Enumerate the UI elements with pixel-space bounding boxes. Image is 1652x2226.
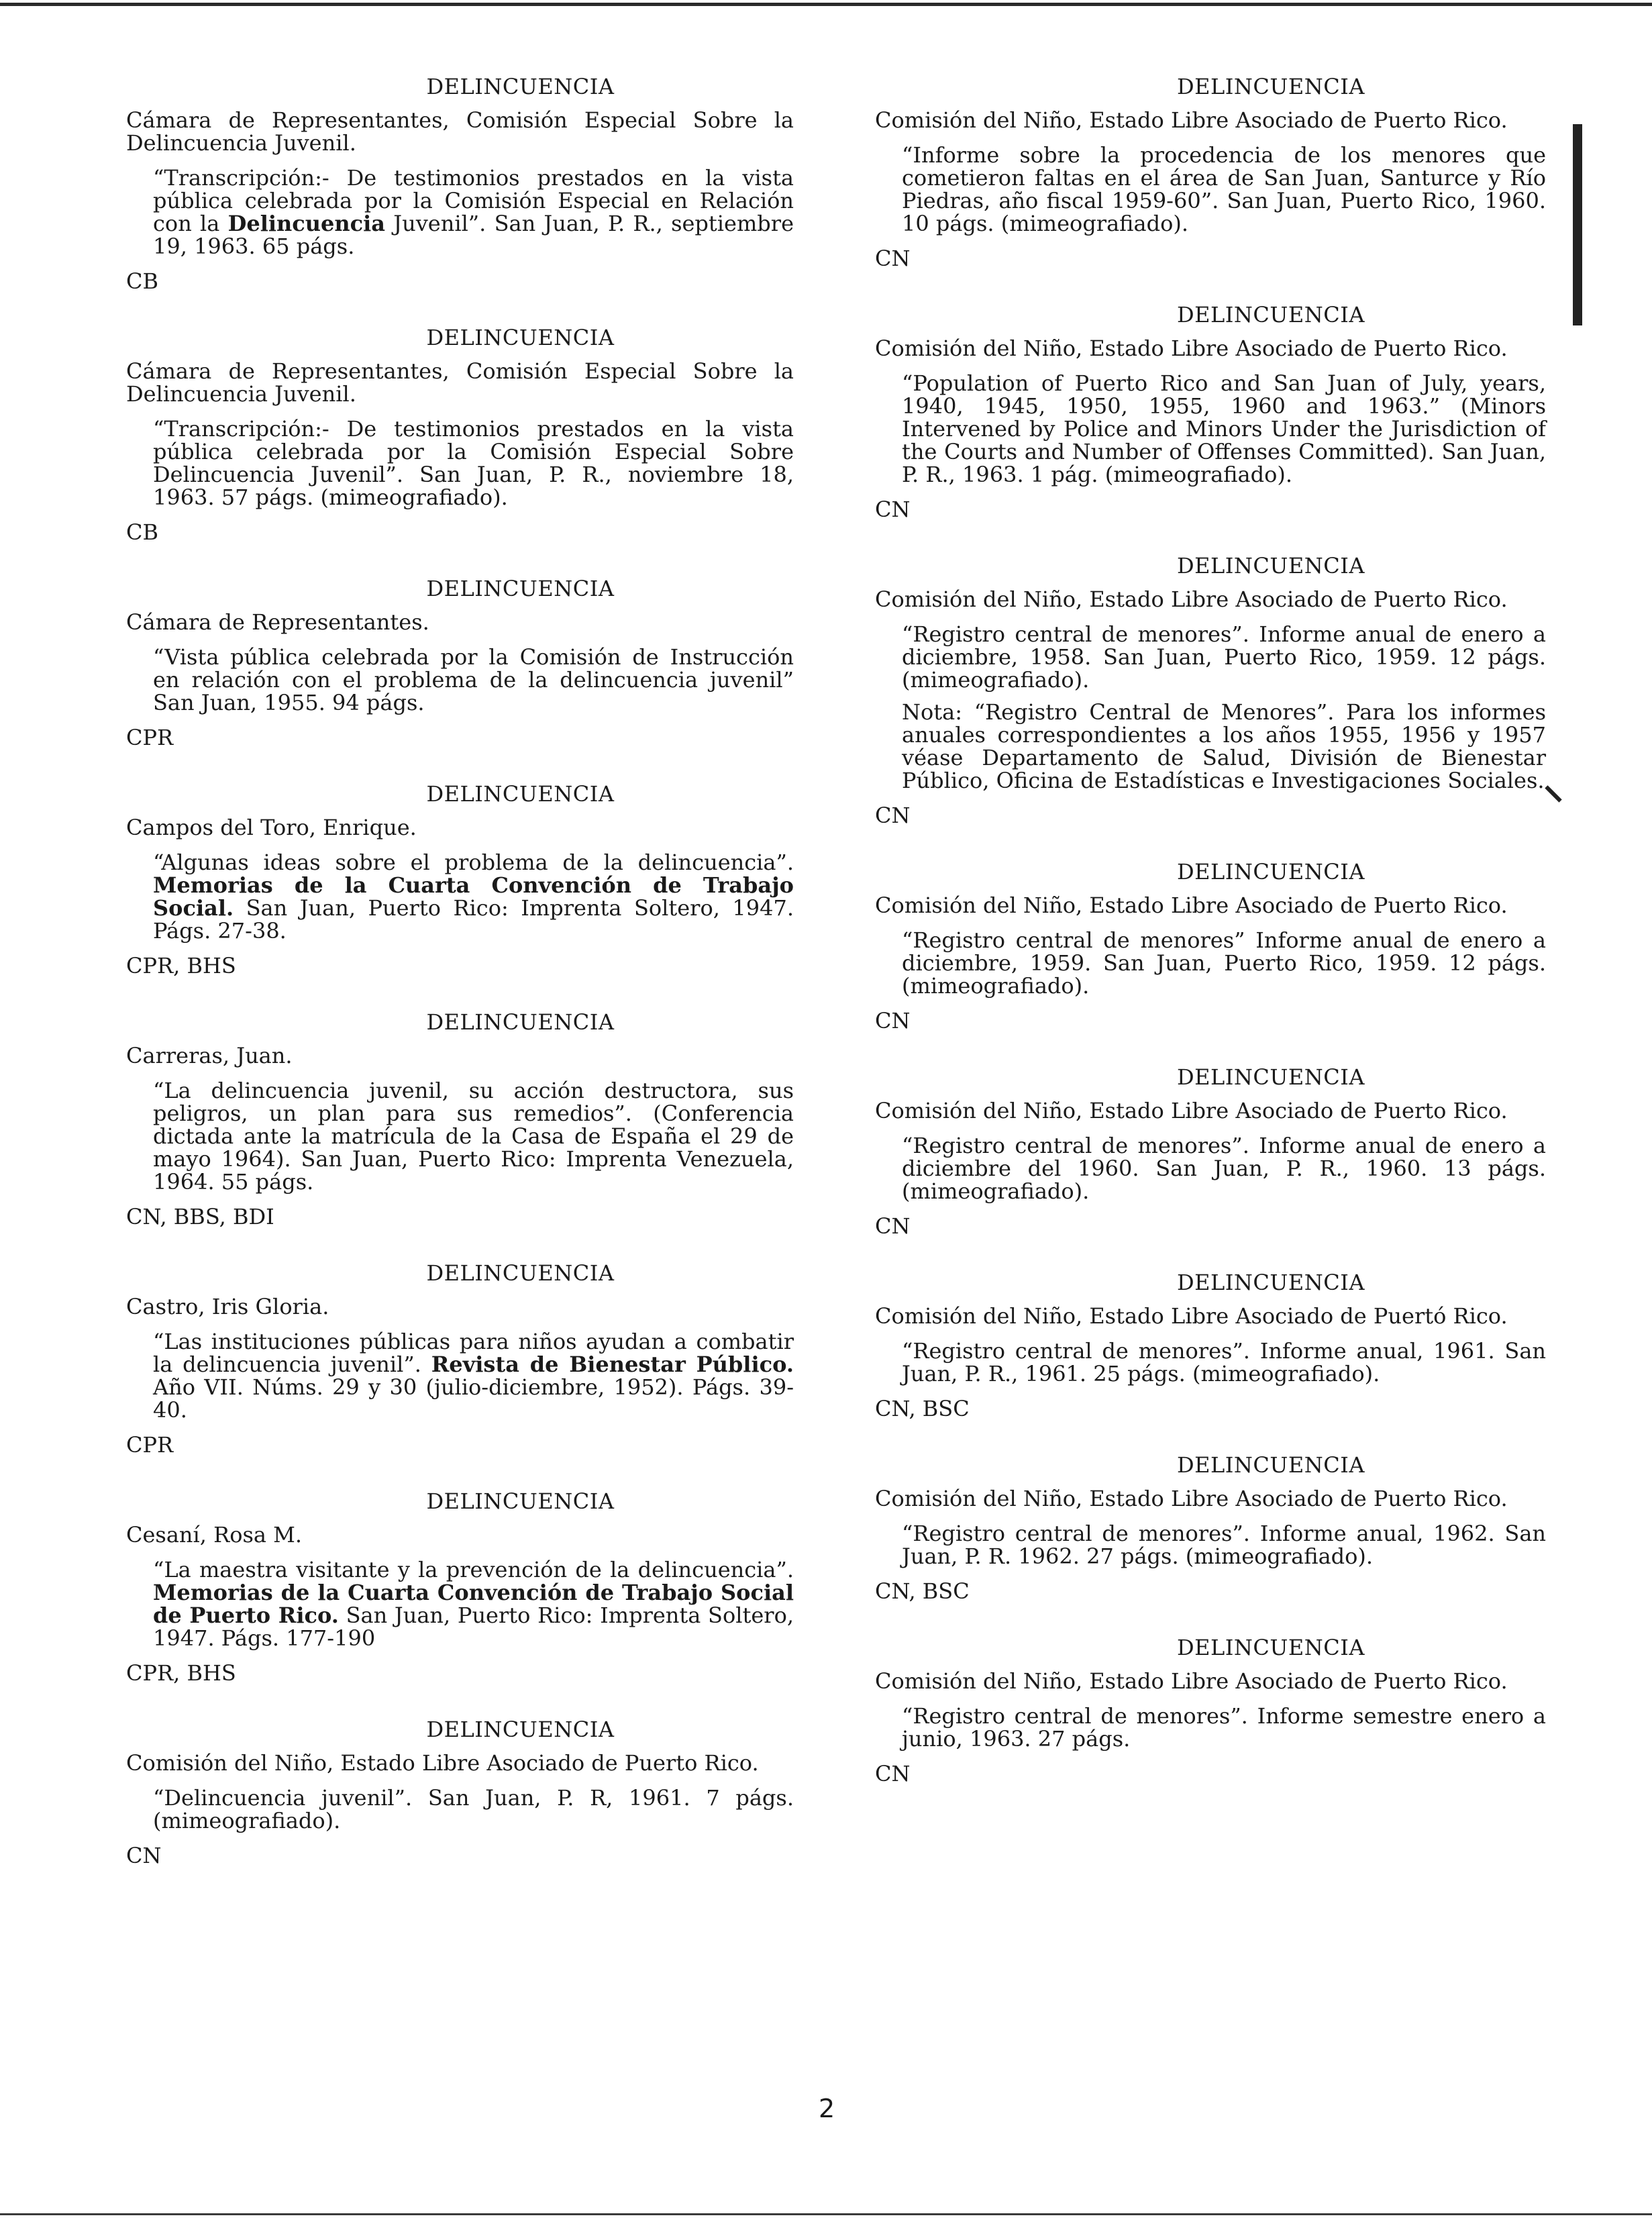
library-location: CN: [875, 497, 911, 522]
entry-note: Nota: “Registro Central de Menores”. Para los informes anuales correspondientes a los años 1955, 1956 y 1957 véase Departamento de Salud, División de Bienestar Público, Oficina de Estadísticas e Investigaciones Sociales.: [902, 699, 1546, 793]
subject-heading: DELINCUENCIA: [1177, 1635, 1365, 1660]
entry-author: Castro, Iris Gloria.: [126, 1294, 329, 1319]
subject-heading: DELINCUENCIA: [426, 781, 615, 807]
entry-citation: “Registro central de menores”. Informe anual, 1962. San Juan, P. R. 1962. 27 págs. (mimeografiado).: [902, 1521, 1546, 1569]
bibliography-entry: [126, 576, 794, 749]
subject-heading: DELINCUENCIA: [426, 325, 615, 350]
entry-citation: “La delincuencia juvenil, su acción destructora, sus peligros, un plan para sus remedios”. (Conferencia dictada ante la matrícula de la Casa de España el 29 de mayo 1964). San Juan, Puerto Rico: Imprenta Venezuela, 1964. 55 págs.: [153, 1078, 794, 1195]
entry-citation: “Registro central de menores”. Informe semestre enero a junio, 1963. 27 págs.: [902, 1703, 1546, 1752]
entry-author: Comisión del Niño, Estado Libre Asociado de Puerto Rico.: [875, 107, 1508, 133]
library-location: CN: [875, 803, 911, 828]
library-location: CN: [875, 1008, 911, 1033]
library-location: CN: [126, 1843, 162, 1868]
entry-author: Comisión del Niño, Estado Libre Asociado de Puerto Rico.: [126, 1750, 759, 1776]
bibliography-entry: [126, 1009, 794, 1228]
library-location: CPR: [126, 725, 174, 750]
bibliography-entry: [875, 859, 1546, 1032]
left-column: [126, 74, 794, 1899]
bibliography-entry: [875, 74, 1546, 270]
library-location: CN: [875, 1761, 911, 1786]
library-location: CPR: [126, 1432, 174, 1458]
entry-citation: “Delincuencia juvenil”. San Juan, P. R, 1961. 7 págs. (mimeografiado).: [153, 1785, 794, 1833]
entry-author: Comisión del Niño, Estado Libre Asociado de Puerto Rico.: [875, 587, 1508, 612]
bibliography-entry: [126, 1488, 794, 1684]
subject-heading: DELINCUENCIA: [426, 1009, 615, 1035]
library-location: CB: [126, 519, 158, 545]
subject-heading: DELINCUENCIA: [426, 74, 615, 99]
library-location: CN, BBS, BDI: [126, 1204, 274, 1229]
entry-author: Cámara de Representantes.: [126, 609, 429, 635]
entry-citation: “Registro central de menores” Informe anual de enero a diciembre, 1959. San Juan, Puerto Rico, 1959. 12 págs. (mimeografiado).: [902, 927, 1546, 999]
subject-heading: DELINCUENCIA: [1177, 302, 1365, 327]
library-location: CPR, BHS: [126, 953, 236, 978]
scan-margin-mark: [1573, 124, 1582, 325]
library-location: CB: [126, 268, 158, 294]
subject-heading: DELINCUENCIA: [1177, 1270, 1365, 1295]
subject-heading: DELINCUENCIA: [426, 1488, 615, 1514]
bibliography-entry: [126, 1260, 794, 1456]
bibliography-entry: [875, 553, 1546, 827]
entry-author: Cesaní, Rosa M.: [126, 1522, 303, 1548]
entry-author: Carreras, Juan.: [126, 1043, 293, 1068]
entry-citation: “Transcripción:- De testimonios prestados en la vista pública celebrada por la Comisión Especial Sobre Delincuencia Juvenil”. San Juan, P. R., noviembre 18, 1963. 57 págs. (mimeografiado).: [153, 416, 794, 510]
library-location: CPR, BHS: [126, 1660, 236, 1686]
library-location: CN: [875, 246, 911, 271]
library-location: CN, BSC: [875, 1578, 970, 1604]
subject-heading: DELINCUENCIA: [1177, 74, 1365, 99]
entry-citation: “Registro central de menores”. Informe anual de enero a diciembre del 1960. San Juan, P. R., 1960. 13 págs. (mimeografiado).: [902, 1133, 1546, 1204]
entry-citation: “Las instituciones públicas para niños ayudan a combatir la delincuencia juvenil”. Revista de Bienestar Público. Año VII. Núms. 29 y 30 (julio-diciembre, 1952). Págs. 39-40.: [153, 1329, 794, 1423]
bibliography-entry: [875, 1270, 1546, 1420]
bibliography-entry: [875, 302, 1546, 521]
bibliography-entry: [126, 325, 794, 544]
entry-author: Comisión del Niño, Estado Libre Asociado de Puerto Rico.: [875, 1668, 1508, 1694]
bibliography-entry: [126, 781, 794, 977]
entry-author: Comisión del Niño, Estado Libre Asociado de Puerto Rico.: [875, 1098, 1508, 1123]
bibliography-entry: [875, 1635, 1546, 1785]
entry-citation: “Vista pública celebrada por la Comisión de Instrucción en relación con el problema de la delincuencia juvenil” San Juan, 1955. 94 págs.: [153, 644, 794, 715]
entry-author: Cámara de Representantes, Comisión Especial Sobre la Delincuencia Juvenil.: [126, 358, 794, 407]
right-column: [875, 74, 1546, 1817]
entry-author: Comisión del Niño, Estado Libre Asociado de Puertó Rico.: [875, 1303, 1508, 1329]
top-border-rule: [0, 3, 1652, 6]
entry-citation: “Population of Puerto Rico and San Juan of July, years, 1940, 1945, 1950, 1955, 1960 and 1963.” (Minors Intervened by Police and Minors Under the Jurisdiction of the Courts and Number of Offenses Committed). San Juan, P. R., 1963. 1 pág. (mimeografiado).: [902, 370, 1546, 487]
subject-heading: DELINCUENCIA: [426, 1260, 615, 1286]
entry-citation: “Transcripción:- De testimonios prestados en la vista pública celebrada por la Comisión Especial en Relación con la Delincuencia Juvenil”. San Juan, P. R., septiembre 19, 1963. 65 págs.: [153, 165, 794, 259]
entry-author: Cámara de Representantes, Comisión Especial Sobre la Delincuencia Juvenil.: [126, 107, 794, 156]
entry-author: Campos del Toro, Enrique.: [126, 815, 417, 840]
library-location: CN: [875, 1213, 911, 1239]
entry-author: Comisión del Niño, Estado Libre Asociado de Puerto Rico.: [875, 893, 1508, 918]
subject-heading: DELINCUENCIA: [1177, 1452, 1365, 1478]
entry-citation: “Algunas ideas sobre el problema de la delincuencia”. Memorias de la Cuarta Convención de Trabajo Social. San Juan, Puerto Rico: Imprenta Soltero, 1947. Págs. 27-38.: [153, 850, 794, 944]
entry-citation: “Informe sobre la procedencia de los menores que cometieron faltas en el área de San Juan, Santurce y Río Piedras, año fiscal 1959-60”. San Juan, Puerto Rico, 1960. 10 págs. (mimeografiado).: [902, 142, 1546, 236]
entry-author: Comisión del Niño, Estado Libre Asociado de Puerto Rico.: [875, 336, 1508, 361]
entry-citation: “Registro central de menores”. Informe anual, 1961. San Juan, P. R., 1961. 25 págs. (mimeografiado).: [902, 1338, 1546, 1386]
scan-margin-mark: [1545, 785, 1561, 802]
subject-heading: DELINCUENCIA: [1177, 859, 1365, 884]
page-number: 2: [819, 2094, 835, 2123]
entry-citation: “Registro central de menores”. Informe anual de enero a diciembre, 1958. San Juan, Puerto Rico, 1959. 12 págs. (mimeografiado).: [902, 621, 1546, 693]
entry-citation: “La maestra visitante y la prevención de la delincuencia”. Memorias de la Cuarta Convención de Trabajo Social de Puerto Rico. San Juan, Puerto Rico: Imprenta Soltero, 1947. Págs. 177-190: [153, 1557, 794, 1651]
bibliography-entry: [875, 1452, 1546, 1603]
bibliography-entry: [126, 1717, 794, 1867]
bibliography-entry: [126, 74, 794, 293]
bottom-border-rule: [0, 2213, 1652, 2215]
library-location: CN, BSC: [875, 1396, 970, 1421]
subject-heading: DELINCUENCIA: [426, 576, 615, 601]
subject-heading: DELINCUENCIA: [1177, 1064, 1365, 1090]
subject-heading: DELINCUENCIA: [426, 1717, 615, 1742]
subject-heading: DELINCUENCIA: [1177, 553, 1365, 578]
entry-author: Comisión del Niño, Estado Libre Asociado de Puerto Rico.: [875, 1486, 1508, 1511]
bibliography-entry: [875, 1064, 1546, 1237]
